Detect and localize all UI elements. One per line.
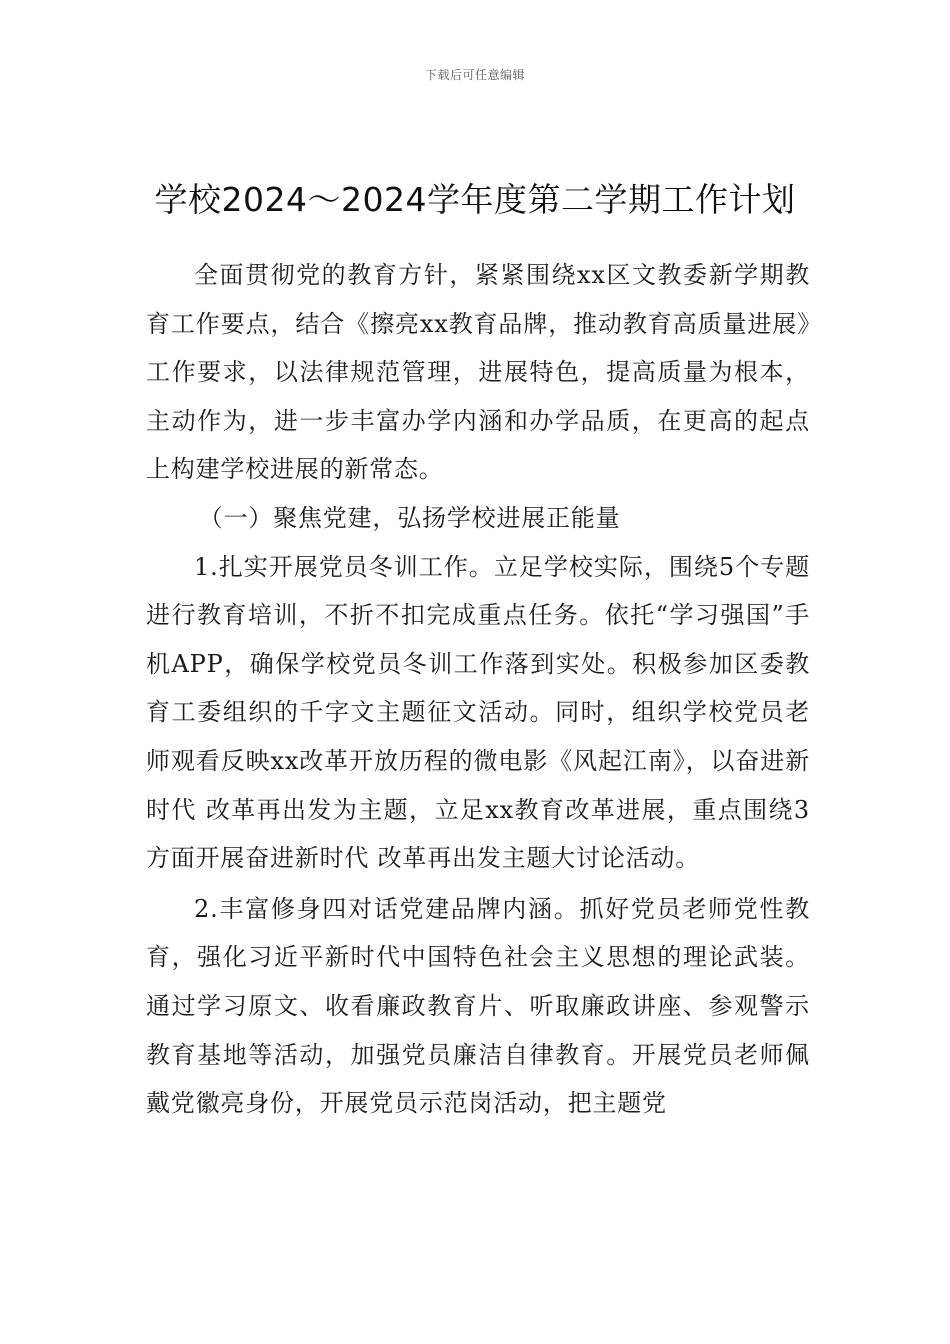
document-body xyxy=(146,251,810,1128)
intro-paragraph: 全面贯彻党的教育方针，紧紧围绕xx区文教委新学期教育工作要点，结合《擦亮xx教育品牌，推动教育高质量进展》工作要求，以法律规范管理，进展特色，提高质量为根本，主动作为，进一步丰富办学内涵和办学品质，在更高的起点上构建学校进展的新常态。 xyxy=(146,261,810,484)
item-paragraph-1: 1.扎实开展党员冬训工作。立足学校实际，围绕5个专题进行教育培训，不折不扣完成重点任务。依托“学习强国”手机APP，确保学校党员冬训工作落到实处。积极参加区委教育工委组织的千字文主题征文活动。同时，组织学校党员老师观看反映xx改革开放历程的微电影《风起江南》，以奋进新时代 改革再出发为主题，立足xx教育改革进展，重点围绕3方面开展奋进新时代 改革再出发主题大讨论活动。 xyxy=(146,552,810,873)
section-heading-1: （一）聚焦党建，弘扬学校进展正能量 xyxy=(198,503,621,532)
item-paragraph-2: 2.丰富修身四对话党建品牌内涵。抓好党员老师党性教育，强化习近平新时代中国特色社会主义思想的理论武装。通过学习原文、收看廉政教育片、听取廉政讲座、参观警示教育基地等活动，加强党员廉洁自律教育。开展党员老师佩戴党徽亮身份，开展党员示范岗活动，把主题党 xyxy=(146,894,810,1118)
document-title: 学校2024～2024学年度第二学期工作计划 xyxy=(154,180,796,219)
page-header-note: 下载后可任意编辑 xyxy=(424,68,525,82)
